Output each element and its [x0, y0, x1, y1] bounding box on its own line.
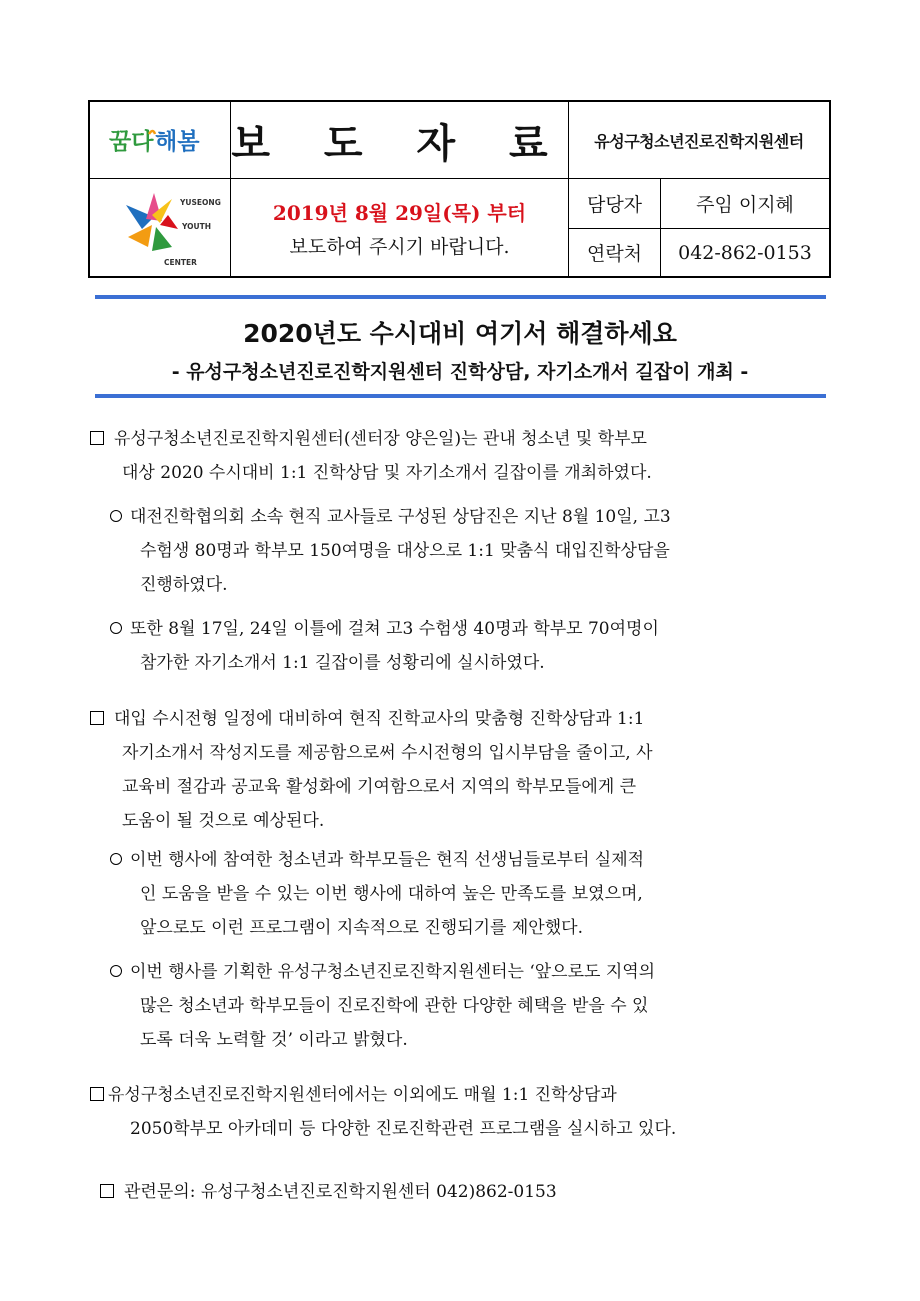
inquiry-text: 관련문의: 유성구청소년진로진학지원센터 042)862-0153 — [124, 1182, 557, 1202]
text-line: 도록 더욱 노력할 것’ 이라고 밝혔다. — [140, 1030, 408, 1050]
checkbox-bullet-icon — [90, 711, 104, 725]
center-name: 유성구청소년진로진학지원센터 — [594, 131, 804, 151]
text-line: 많은 청소년과 학부모들이 진로진학에 관한 다양한 혜택을 받을 수 있 — [140, 996, 649, 1016]
contact-value: 주임 이지혜 — [696, 194, 794, 216]
checkbox-bullet-icon — [100, 1184, 114, 1198]
circle-bullet-icon — [110, 622, 122, 634]
svg-text:꿈다: 꿈다 — [109, 129, 154, 155]
text-line: 유성구청소년진로진학지원센터에서는 이외에도 매월 1:1 진학상담과 — [108, 1085, 617, 1105]
phone-value: 042-862-0153 — [678, 241, 812, 264]
paragraph-1 — [90, 422, 830, 490]
emblem — [90, 179, 230, 276]
circle-bullet-icon — [110, 965, 122, 977]
contact-label: 담당자 — [586, 194, 643, 216]
text-line: 대전진학협의회 소속 현직 교사들로 구성된 상담진은 지난 8월 10일, 고3 — [130, 507, 671, 527]
text-line: 수험생 80명과 학부모 150여명을 대상으로 1:1 맞춤식 대입진학상담을 — [140, 541, 670, 561]
svg-text:해봄: 해봄 — [155, 129, 200, 155]
text-line: 이번 행사에 참여한 청소년과 학부모들은 현직 선생님들로부터 실제적 — [130, 850, 645, 870]
headline-subtitle: - 유성구청소년진로진학지원센터 진학상담, 자기소개서 길잡이 개최 - — [171, 361, 749, 383]
paragraph-1b — [110, 612, 830, 680]
paragraph-1a — [110, 500, 830, 602]
text-line: 앞으로도 이런 프로그램이 지속적으로 진행되기를 제안했다. — [140, 918, 583, 938]
text-line: 자기소개서 작성지도를 제공함으로써 수시전형의 입시부담을 줄이고, 사 — [122, 743, 653, 763]
text-line: 대입 수시전형 일정에 대비하여 현직 진학교사의 맞춤형 진학상담과 1:1 — [114, 709, 645, 729]
paragraph-2b — [110, 955, 830, 1057]
text-line: 이번 행사를 기획한 유성구청소년진로진학지원센터는 ‘앞으로도 지역의 — [130, 962, 656, 982]
checkbox-bullet-icon — [90, 431, 104, 445]
text-line: 교육비 절감과 공교육 활성화에 기여함으로서 지역의 학부모들에게 큰 — [122, 777, 637, 797]
release-note: 보도하여 주시기 바랍니다. — [289, 235, 510, 258]
checkbox-bullet-icon — [90, 1087, 104, 1101]
circle-bullet-icon — [110, 853, 122, 865]
release-date: 2019년 8월 29일(목) 부터 — [272, 200, 527, 225]
paragraph-3 — [90, 1078, 830, 1146]
text-line: 참가한 자기소개서 1:1 길잡이를 성황리에 실시하였다. — [140, 653, 545, 673]
paragraph-4 — [100, 1175, 830, 1209]
circle-bullet-icon — [110, 510, 122, 522]
text-line: 대상 2020 수시대비 1:1 진학상담 및 자기소개서 길잡이를 개최하였다. — [122, 463, 652, 483]
text-line: 또한 8월 17일, 24일 이틀에 걸쳐 고3 수험생 40명과 학부모 70여명이 — [130, 619, 659, 639]
text-line: 진행하였다. — [140, 575, 228, 595]
logo — [90, 102, 230, 178]
ggumdahaebom-logo-icon — [105, 120, 215, 160]
svg-text:YUSEONG YOUTH: YUSEONG YOUTH CENTER — [164, 197, 221, 267]
youth-center-emblem-icon — [112, 185, 221, 271]
text-line: 도움이 될 것으로 예상된다. — [122, 811, 325, 831]
text-line: 유성구청소년진로진학지원센터(센터장 양은일)는 관내 청소년 및 학부모 — [114, 429, 647, 449]
top-divider — [95, 295, 826, 299]
page-title: 보 도 자 료 — [231, 120, 568, 167]
paragraph-2a — [110, 843, 830, 945]
phone-label: 연락처 — [586, 243, 643, 265]
paragraph-2 — [90, 702, 830, 838]
press-header-table — [88, 100, 831, 278]
text-line: 2050학부모 아카데미 등 다양한 진로진학관련 프로그램을 실시하고 있다. — [130, 1119, 677, 1139]
text-line: 인 도움을 받을 수 있는 이번 행사에 대하여 높은 만족도를 보였으며, — [140, 884, 643, 904]
bottom-divider — [95, 394, 826, 398]
headline-title: 2020년도 수시대비 여기서 해결하세요 — [243, 319, 677, 348]
